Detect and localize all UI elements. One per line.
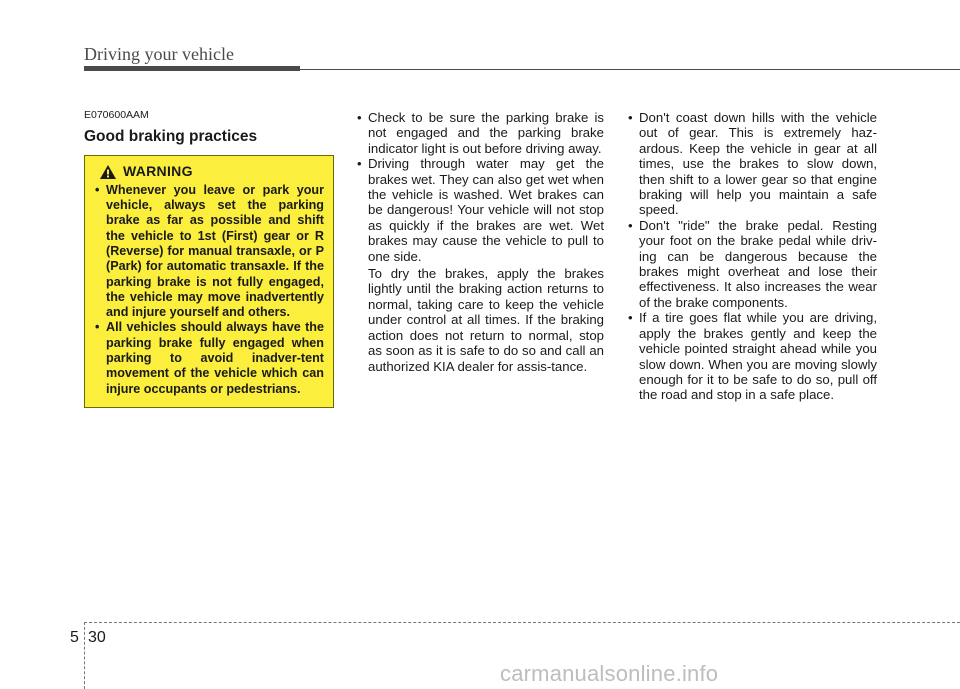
warning-item: • Whenever you leave or park your vehicle, always set the parking brake as far as possible and shift the vehicle to 1st (First) gear or R (Reverse) for manual transaxle, or P (Park) for automatic transaxle. If the parking brake is not fully engaged, the vehicle may move inadvertently and injure yourself and others. xyxy=(91,183,324,321)
warning-header xyxy=(99,164,324,180)
warning-triangle-icon xyxy=(99,164,117,180)
header-rule-thick xyxy=(84,66,300,71)
list-item: • Don't coast down hills with the vehicle out of gear. This is extremely haz-ardous. Keep the vehicle in gear at all times, use the brakes to slow down, then shift to a lower gear so that engine braking will help you maintain a safe speed. xyxy=(624,110,877,218)
list-item: • Check to be sure the parking brake is not engaged and the parking brake indicator light is out before driving away. xyxy=(353,110,604,156)
column-1 xyxy=(84,108,334,408)
column-3-list xyxy=(624,110,877,403)
section-code: E070600AAM xyxy=(84,109,149,121)
column-2-list xyxy=(353,110,604,264)
column-2 xyxy=(353,110,604,374)
paragraph: To dry the brakes, apply the brakes lightly until the braking action returns to normal, taking care to keep the vehicle under control at all times. If the braking action does not return to normal, stop as soon as it is safe to do so and call an authorized KIA dealer for assis-tance. xyxy=(368,266,604,374)
header-rule-thin xyxy=(300,69,960,70)
column-3 xyxy=(624,110,877,403)
warning-list xyxy=(91,183,324,397)
footer-rule xyxy=(84,622,960,623)
warning-title: WARNING xyxy=(123,163,193,180)
section-title: Good braking practices xyxy=(84,128,258,146)
watermark: carmanualsonline.info xyxy=(500,661,719,686)
warning-box xyxy=(84,155,334,408)
list-item: • If a tire goes flat while you are driving, apply the brakes gently and keep the vehicle pointed straight ahead while you slow down. When you are moving slowly enough for it to be safe to do so, pull off the road and stop in a safe place. xyxy=(624,310,877,402)
chapter-number: 5 xyxy=(70,629,79,646)
warning-item: • All vehicles should always have the parking brake fully engaged when parking to avoid inadver-tent movement of the vehicle which can injure occupants or pedestrians. xyxy=(91,320,324,396)
list-item: • Driving through water may get the brakes wet. They can also get wet when the vehicle is washed. Wet brakes can be dangerous! Your vehicle will not stop as quickly if the brakes are wet. Wet brakes may cause the vehicle to pull to one side. xyxy=(353,156,604,264)
footer-divider xyxy=(84,622,85,689)
page-number: 30 xyxy=(88,629,106,646)
page-header-title: Driving your vehicle xyxy=(84,44,234,64)
list-item: • Don't "ride" the brake pedal. Resting your foot on the brake pedal while driv-ing can be dangerous because the brakes might overheat and lose their effectiveness. It also increases the wear of the brake components. xyxy=(624,218,877,310)
